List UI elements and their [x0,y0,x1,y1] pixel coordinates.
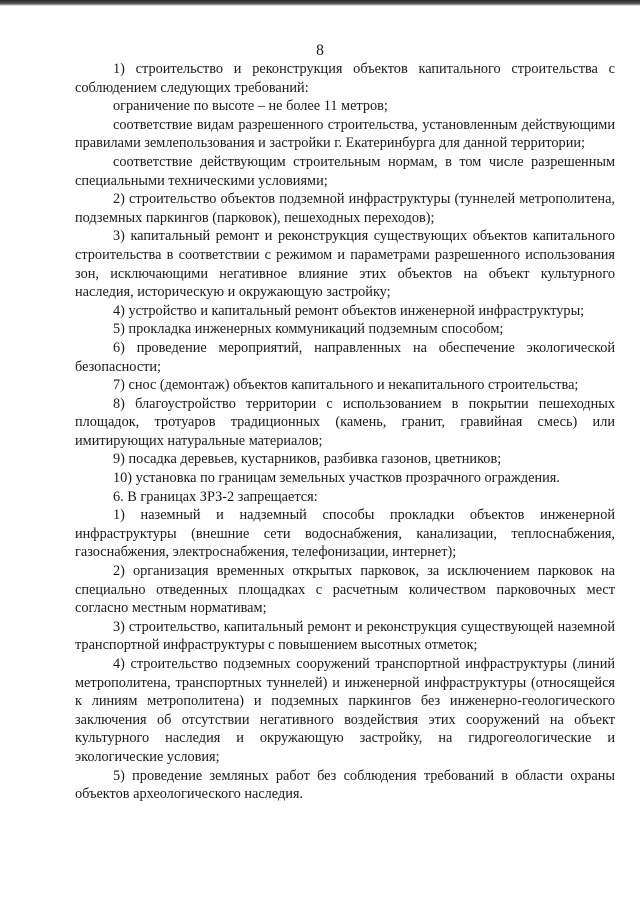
scan-border [0,0,640,6]
paragraph: 5) прокладка инженерных коммуникаций подземным способом; [113,321,504,338]
paragraph: соответствие видам разрешенного строительства, установленным действующими правилами землепользования и застройки г. Екатеринбурга для данной территории; [75,116,615,152]
paragraph: 5) проведение земляных работ без соблюдения требований в области охраны объектов археологического наследия. [75,767,615,803]
section-heading: 6. В границах ЗРЗ-2 запрещается: [113,488,318,505]
paragraph: 1) наземный и надземный способы прокладки объектов инженерной инфраструктуры (внешние сети водоснабжения, канализации, теплоснабжения, газоснабжения, электроснабжения, телефонизации, интернет); [75,507,615,561]
paragraph: ограничение по высоте – не более 11 метров; [113,98,388,115]
paragraph: 3) строительство, капитальный ремонт и реконструкция существующей наземной транспортной инфраструктуры с повышением высотных отметок; [75,618,615,654]
paragraph: 10) установка по границам земельных участков прозрачного ограждения. [113,470,560,487]
paragraph: соответствие действующим строительным нормам, в том числе разрешенным специальными техническими условиями; [75,153,615,189]
paragraph: 4) строительство подземных сооружений транспортной инфраструктуры (линий метрополитена, транспортных туннелей) и инженерной инфраструктуры (относящейся к линиям метрополитена) и подземных паркингов без инженерно-геологического заключения об отсутствии негативного воздействия этих сооружений на объект культурного наследия и окружающую застройку, на гидрогеологические и экологические условия; [75,656,615,765]
paragraph: 2) организация временных открытых парковок, за исключением парковок на специально отведенных площадках с расчетным количеством парковочных мест согласно местным нормативам; [75,563,615,617]
paragraph: 3) капитальный ремонт и реконструкция существующих объектов капитального строительства в соответствии с режимом и параметрами разрешенного использования зон, исключающими негативное влияние этих объектов на объект культурного наследия, историческую и окружающую застройку; [75,228,615,301]
paragraph: 9) посадка деревьев, кустарников, разбивка газонов, цветников; [113,451,502,468]
paragraph: 8) благоустройство территории с использованием в покрытии пешеходных площадок, тротуаров традиционных (камень, гранит, гравийная смесь) или имитирующих натуральные материалов; [75,395,615,449]
paragraph: 4) устройство и капитальный ремонт объектов инженерной инфраструктуры; [113,302,585,319]
paragraph: 6) проведение мероприятий, направленных на обеспечение экологической безопасности; [75,339,615,375]
paragraph: 7) снос (демонтаж) объектов капитального и некапитального строительства; [113,377,579,394]
page-number: 8 [316,42,324,59]
paragraph: 1) строительство и реконструкция объектов капитального строительства с соблюдением следующих требований: [75,61,615,96]
paragraph: 2) строительство объектов подземной инфраструктуры (туннелей метрополитена, подземных паркингов (парковок), пешеходных переходов); [75,191,615,226]
document-body [75,60,615,804]
